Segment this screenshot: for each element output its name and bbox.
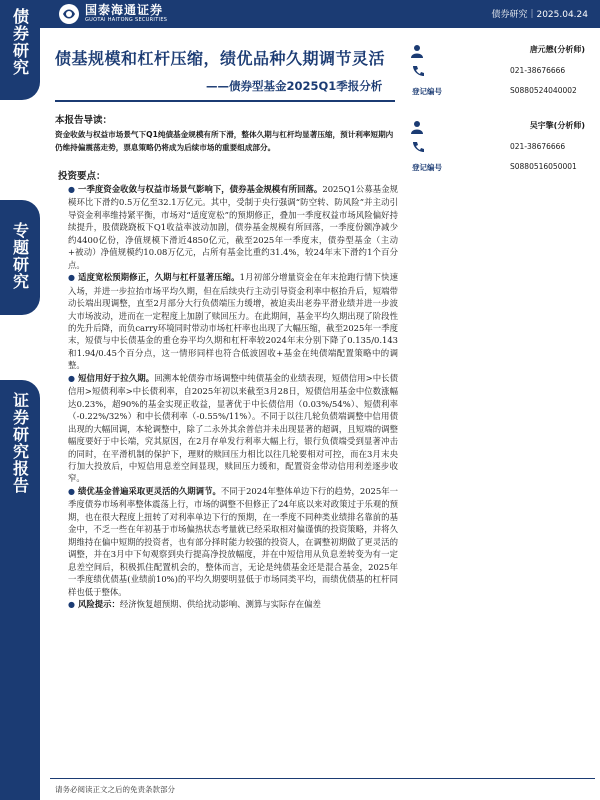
- guide-text: 资金收敛与权益市场景气下Q1纯债基金规模有所下滑，整体久期与杠杆均显著压缩，预计利率短期内仍维持偏震荡走势，票息策略仍将成为后续市场的重要组成部分。: [55, 130, 394, 152]
- report-subtitle: ——债券型基金2025Q1季报分析: [206, 79, 383, 93]
- bullet-icon: ●: [68, 273, 76, 283]
- paragraph-lead: 一季度资金收敛与权益市场景气影响下，债券基金规模有所回落。: [78, 184, 323, 194]
- registration-label: 登记编号: [412, 163, 442, 172]
- phone-icon: [412, 141, 424, 153]
- paragraph-lead: 风险提示：: [77, 598, 120, 609]
- bullet-icon: ●: [68, 185, 76, 194]
- person-icon: [410, 44, 424, 58]
- paragraph: [68, 372, 398, 485]
- analyst-card: [410, 116, 590, 182]
- title-divider: [55, 100, 395, 102]
- report-category-date: 债券研究｜2025.04.24: [491, 10, 588, 20]
- sidebar-label-special-research: 专题研究: [0, 200, 40, 315]
- company-logo: [58, 3, 167, 25]
- logo-mark-icon: [58, 3, 80, 25]
- analyst-phone: 021-38676666: [510, 142, 566, 151]
- paragraph-lead: 适度宽松预期修正，久期与杠杆显著压缩。: [78, 272, 240, 283]
- paragraph-text: 经济恢复超预期、供给扰动影响、测算与实际存在偏差: [119, 598, 321, 609]
- paragraph-text: 回溯本轮债券市场调整中纯债基金的业绩表现，短债信用>中长债信用>短债利率>中长债利率，自2025年初以来截至3月28日，短债信用基金中位数涨幅达0.23%，超90%的基金实现正收益，显著优于中长债信用（0.03%/54%）、短债利率（-0.22%/32%）和中长债利率（-0.55%/11%）。不同于以往几轮负债端调整中信用债出现的大幅回调，本轮调整中，除了二永外其余普信并未出现显著的超调，且短端的调整幅度要好于中长端，究其原因，在2月存单发行利率大幅上行，银行负债端受到显著冲击的同时，在平滑机制的保护下，理财的赎回压力相比以往几轮要相对可控，而在3月末央行加大投放后，中短信用息差空间显现，赎回压力缓和，配置资金带动信用利差逐步收窄。: [68, 372, 399, 484]
- investment-points-label: 投资要点：: [58, 171, 106, 182]
- footer-disclaimer: 请务必阅读正文之后的免责条款部分: [55, 785, 175, 794]
- sidebar-label-bond-research: 债券研究: [0, 0, 40, 100]
- paragraph-lead: 绩优基金普遍采取更灵活的久期调节。: [78, 485, 221, 496]
- paragraph: [68, 485, 398, 598]
- left-sidebar: [0, 0, 40, 800]
- registration-label: 登记编号: [412, 87, 442, 96]
- analyst-name: 唐元懋(分析师): [529, 45, 585, 54]
- paragraph: [68, 598, 398, 611]
- bullet-icon: ●: [68, 599, 75, 609]
- registration-number: S0880524040002: [510, 86, 577, 95]
- analyst-phone: 021-38676666: [510, 66, 566, 75]
- person-icon: [410, 120, 424, 134]
- analyst-card: [410, 40, 590, 106]
- paragraph-text: 2025Q1公募基金规模环比下滑约0.5万亿至32.1万亿元。其中，受制于央行强调“防空转、防风险”并主动引导资金利率维持紧平衡，市场对“适度宽松”的预期修正，叠加一季度权益市场风险偏好持续提升，股债跷跷板下Q1收益率波动加剧，债券基金规模有所回落，一季度份额净减少约4400亿份，净值规模下滑近4850亿元，截至2025年一季度末，债券型基金（主动+被动）净值规模约10.08万亿元，占所有基金比重约31.4%，较24年末下滑约1个百分点。: [68, 184, 398, 270]
- paragraph-lead: 短信用好于拉久期。: [78, 372, 155, 383]
- paragraph: [68, 271, 398, 372]
- analyst-name: 吴宇擎(分析师): [529, 121, 585, 130]
- bullet-icon: ●: [68, 373, 76, 383]
- logo-english-name: GUOTAI HAITONG SECURITIES: [85, 17, 168, 23]
- report-title: 债基规模和杠杆压缩，绩优品种久期调节灵活: [55, 49, 386, 68]
- sidebar-label-securities-report: 证券研究报告: [0, 380, 40, 800]
- phone-icon: [412, 65, 424, 77]
- header-bar: [40, 0, 600, 28]
- paragraph: [68, 183, 398, 271]
- footer-divider: [50, 778, 595, 779]
- registration-number: S0880516050001: [510, 162, 577, 171]
- bullet-icon: ●: [68, 486, 76, 496]
- paragraph-text: 1月初部分增量资金在年末抢跑行情下快速入场，并进一步拉抬市场平均久期，但在后续央行主动引导资金利率中枢抬升后，短端带动长端出现调整，直至2月部分大行负债端压力缓增，被迫卖出老券平滑业绩并进一步波大市场波动，进而在一定程度上加剧了赎回压力。在此期间，基金平均久期出现了阶段性的先升后降，而负carry环境同时带动市场杠杆率也出现了大幅压缩，截至2025年一季度末，短债与中长债基金的重仓券平均久期和杠杆率较2024年末分别下降了0.135/0.143和1.94/0.45个百分点，这一情形同样也符合低波固收+基金在纯债端配置策略中的调整。: [68, 272, 398, 371]
- investment-points-body: [68, 183, 398, 611]
- analyst-panel: [410, 40, 590, 182]
- guide-label: 本报告导读：: [55, 115, 113, 126]
- logo-chinese-name: 国泰海通证券: [85, 3, 164, 17]
- paragraph-text: 不同于2024年整体单边下行的趋势，2025年一季度债券市场利率整体震荡上行，市场的调整不但修正了24年底以来对政策过于乐观的预期，也在很大程度上扭转了对利率单边下行的预期，在一季度不同种类业绩排名靠前的基金中，不乏一些在年初基于市场偏热状态考量就已经采取相对偏谨慎的投资策略，并将久期维持在偏中短期的投资者，也有部分择时能力较强的投资人，在调整初期做了更灵活的调整，并在3月中下旬观察到央行提高净投放幅度，并在中短信用从负息差转变为有一定息差空间后，积极抓住配置机会的，整体而言，无论是纯债基金还是混合基金，2025年一季度绩优债基(业绩前10%)的平均久期要明显低于市场同类平均，而绩优债基的杠杆同样也低于整体。: [68, 485, 398, 597]
